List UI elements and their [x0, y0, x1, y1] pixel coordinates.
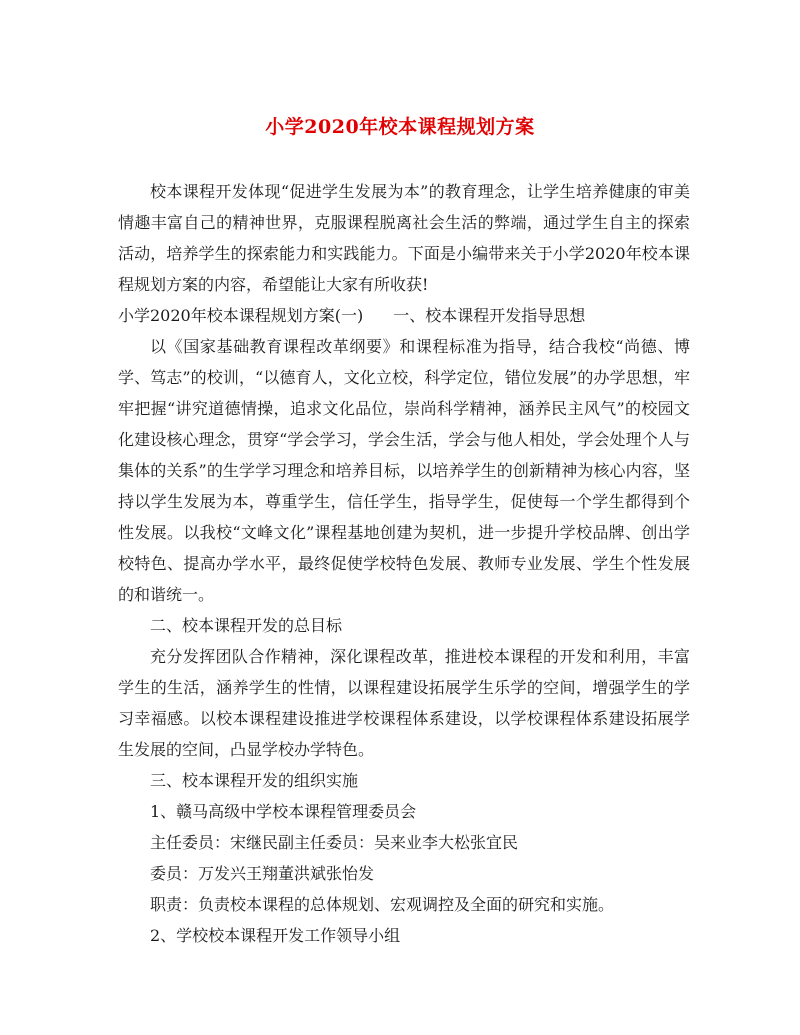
section2-paragraph: 充分发挥团队合作精神，深化课程改革，推进校本课程的开发和利用，丰富学生的生活，涵养学生的性情，以课程建设拓展学生乐学的空间，增强学生的学习幸福感。以校本课程建设推进学校课程体系建设，以学校课程体系建设拓展学生发展的空间，凸显学校办学特色。 — [118, 647, 690, 759]
section1-paragraph: 以《国家基础教育课程改革纲要》和课程标准为指导，结合我校“尚德、博学、笃志”的校训，“以德育人，文化立校，科学定位，错位发展”的办学思想，牢牢把握“讲究道德情操，追求文化品位，崇尚科学精神，涵养民主风气”的校园文化建设核心理念，贯穿“学会学习，学会生活，学会与他人相处，学会处理个人与集体的关系”的生学学习理念和培养目标，以培养学生的创新精神为核心内容，坚持以学生发展为本，尊重学生，信任学生，指导学生，促使每一个学生都得到个性发展。以我校“文峰文化”课程基地创建为契机，进一步提升学校品牌、创出学校特色、提高办学水平，最终促使学校特色发展、教师专业发展、学生个性发展的和谐统一。 — [118, 337, 690, 604]
document-body — [118, 176, 690, 951]
directors-line: 主任委员：宋继民副主任委员：吴来业李大松张宜民 — [150, 833, 519, 852]
intro-paragraph: 校本课程开发体现“促进学生发展为本”的教育理念，让学生培养健康的审美情趣丰富自己的精神世界，克服课程脱离社会生活的弊端，通过学生自主的探索活动，培养学生的探索能力和实践能力。下面是小编带来关于小学2020年校本课程规划方案的内容，希望能让大家有所收获! — [118, 182, 690, 294]
item2-heading: 2、学校校本课程开发工作领导小组 — [150, 926, 401, 945]
item1-heading: 1、赣马高级中学校本课程管理委员会 — [150, 802, 417, 821]
document-title: 小学2020年校本课程规划方案 — [265, 116, 535, 138]
plan-heading: 小学2020年校本课程规划方案(一) — [118, 306, 364, 325]
members-line: 委员：万发兴王翔董洪斌张怡发 — [150, 864, 375, 883]
duty-line: 职责：负责校本课程的总体规划、宏观调控及全面的研究和实施。 — [150, 895, 615, 914]
section3-heading: 三、校本课程开发的组织实施 — [150, 771, 359, 790]
section2-heading: 二、校本课程开发的总目标 — [150, 616, 343, 635]
section1-heading: 一、校本课程开发指导思想 — [393, 306, 586, 325]
plan-heading-line — [118, 300, 690, 331]
